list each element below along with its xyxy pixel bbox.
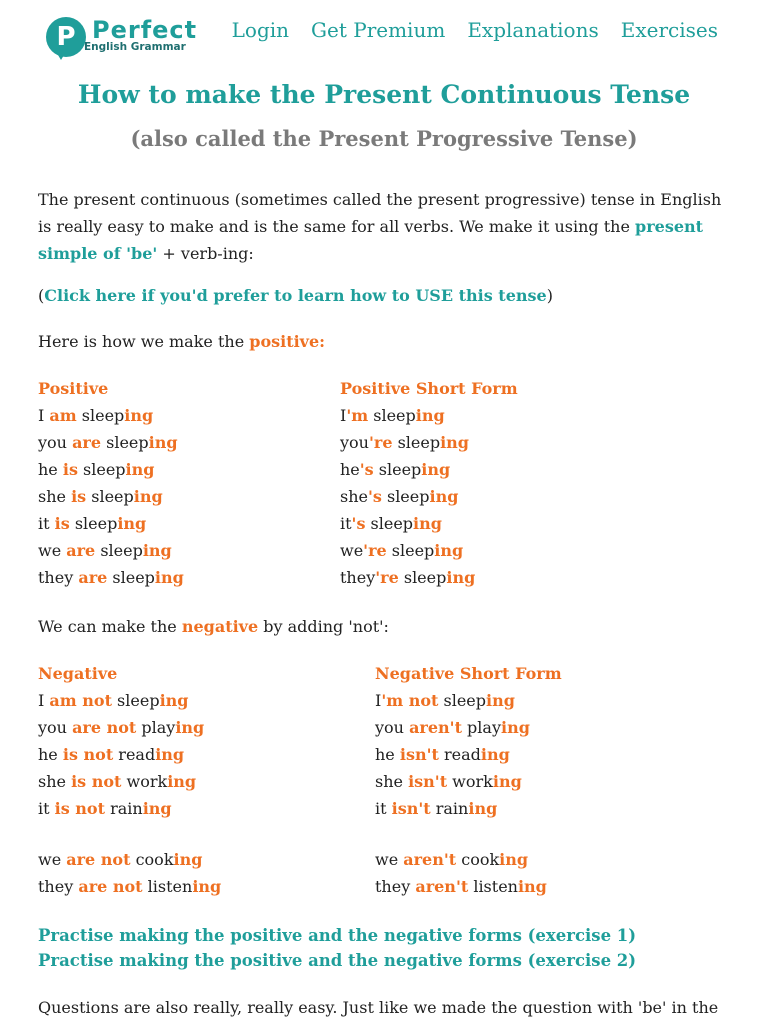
site-logo[interactable] <box>46 17 216 59</box>
ing-ending: ing <box>173 850 203 869</box>
ing-ending: ing <box>434 541 464 560</box>
positive-row <box>38 429 184 456</box>
row-spacer <box>375 822 562 846</box>
site-header <box>0 0 768 64</box>
verb-stem: sleep <box>368 406 416 425</box>
use-tense-paragraph <box>38 282 728 309</box>
subject: I <box>38 691 50 710</box>
exercise-links <box>38 924 636 973</box>
ing-ending: ing <box>192 877 222 896</box>
paren-open: ( <box>38 286 45 305</box>
negative-row <box>38 846 221 873</box>
ing-ending: ing <box>492 772 522 791</box>
ing-ending: ing <box>421 460 451 479</box>
ing-ending: ing <box>517 877 547 896</box>
auxiliary: aren't <box>409 718 462 737</box>
positive-row <box>38 456 184 483</box>
subject: they <box>38 877 79 896</box>
auxiliary: 's <box>359 460 374 479</box>
subject: you <box>375 718 410 737</box>
subject: it <box>340 514 352 533</box>
positive-short-row <box>340 564 518 591</box>
negative-short-row <box>375 795 562 822</box>
subject: it <box>38 799 55 818</box>
nav-login-link[interactable]: Login <box>231 18 290 42</box>
subject: she <box>38 772 72 791</box>
subject: you <box>340 433 369 452</box>
exercise-2-link[interactable]: Practise making the positive and the negative forms (exercise 2) <box>38 950 637 970</box>
row-spacer <box>38 822 221 846</box>
positive-heading: Positive <box>38 379 109 398</box>
exercise-1-link[interactable]: Practise making the positive and the negative forms (exercise 1) <box>38 926 637 945</box>
auxiliary: are not <box>72 718 137 737</box>
subject: they <box>340 568 376 587</box>
page-subtitle: (also called the Present Progressive Tense) <box>130 126 638 151</box>
ing-ending: ing <box>499 850 529 869</box>
verb-stem: work <box>121 772 168 791</box>
negative-short-row <box>375 768 562 795</box>
negative-row <box>38 687 221 714</box>
auxiliary: 'm <box>346 406 369 425</box>
ing-ending: ing <box>142 541 172 560</box>
auxiliary: 's <box>367 487 382 506</box>
verb-stem: sleep <box>392 433 441 452</box>
positive-short-row <box>340 483 518 510</box>
ing-ending: ing <box>480 745 510 764</box>
verb-stem: listen <box>142 877 193 896</box>
auxiliary: is <box>54 514 70 533</box>
auxiliary: isn't <box>391 799 431 818</box>
auxiliary: 'm not <box>381 691 439 710</box>
verb-stem: sleep <box>438 691 487 710</box>
verb-stem: sleep <box>95 541 143 560</box>
ing-ending: ing <box>429 487 459 506</box>
ing-ending: ing <box>413 514 442 533</box>
auxiliary: are not <box>66 850 131 869</box>
verb-stem: cook <box>456 850 500 869</box>
subject: I <box>38 406 50 425</box>
ing-ending: ing <box>133 487 163 506</box>
verb-stem: sleep <box>86 487 134 506</box>
auxiliary: are not <box>78 877 143 896</box>
ing-ending: ing <box>440 433 469 452</box>
positive-short-heading: Positive Short Form <box>340 379 518 398</box>
positive-short-row <box>340 510 518 537</box>
subject: I <box>375 691 382 710</box>
top-nav <box>232 18 718 42</box>
subject: he <box>340 460 360 479</box>
present-simple-be-link[interactable]: present simple of 'be' <box>38 217 704 263</box>
ing-ending: ing <box>501 718 530 737</box>
subject: she <box>340 487 368 506</box>
negative-row <box>38 768 221 795</box>
auxiliary: 's <box>351 514 366 533</box>
negative-short-column <box>375 660 562 900</box>
subject: we <box>38 850 67 869</box>
positive-short-column <box>340 375 518 591</box>
auxiliary: am <box>49 406 77 425</box>
verb-stem: sleep <box>101 433 149 452</box>
logo-subtitle: English Grammar <box>84 41 186 53</box>
auxiliary: is <box>62 460 78 479</box>
verb-stem: sleep <box>373 460 422 479</box>
verb-stem: read <box>113 745 156 764</box>
negative-keyword: negative <box>181 617 259 636</box>
paren-close: ) <box>546 286 553 305</box>
questions-paragraph: Questions are also really, really easy. Just like we made the question with 'be' in the <box>38 998 719 1017</box>
verb-stem: work <box>447 772 493 791</box>
verb-stem: sleep <box>107 568 155 587</box>
positive-intro-text: Here is how we make the <box>38 332 250 351</box>
ing-ending: ing <box>468 799 498 818</box>
auxiliary: are <box>66 541 96 560</box>
use-tense-link[interactable]: Click here if you'd prefer to learn how to USE this tense <box>44 286 547 305</box>
subject: he <box>38 745 63 764</box>
positive-short-row <box>340 429 518 456</box>
ing-ending: ing <box>125 460 155 479</box>
verb-stem: sleep <box>69 514 118 533</box>
ing-ending: ing <box>159 691 189 710</box>
negative-row <box>38 873 221 900</box>
page-title: How to make the Present Continuous Tense <box>77 80 691 109</box>
verb-stem: play <box>136 718 176 737</box>
verb-stem: sleep <box>381 487 430 506</box>
subject: they <box>375 877 416 896</box>
positive-row <box>38 537 184 564</box>
ing-ending: ing <box>124 406 154 425</box>
nav-get-premium-link[interactable]: Get Premium <box>311 18 446 42</box>
auxiliary: am not <box>49 691 112 710</box>
ing-ending: ing <box>486 691 515 710</box>
subject: I <box>340 406 347 425</box>
verb-stem: sleep <box>398 568 447 587</box>
negative-row <box>38 795 221 822</box>
ing-ending: ing <box>117 514 147 533</box>
positive-row <box>38 402 184 429</box>
verb-stem: sleep <box>111 691 160 710</box>
auxiliary: is not <box>62 745 114 764</box>
negative-short-row <box>375 741 562 768</box>
negative-short-row <box>375 846 562 873</box>
auxiliary: isn't <box>408 772 448 791</box>
subject: we <box>340 541 364 560</box>
positive-column <box>38 375 184 591</box>
negative-intro <box>38 613 728 640</box>
auxiliary: aren't <box>415 877 469 896</box>
logo-letter: P <box>56 22 76 52</box>
intro-paragraph <box>38 186 728 267</box>
positive-row <box>38 483 184 510</box>
subject: it <box>38 514 55 533</box>
ing-ending: ing <box>148 433 178 452</box>
subject: you <box>38 433 73 452</box>
negative-heading: Negative <box>38 664 118 683</box>
subject: he <box>375 745 400 764</box>
logo-word: Perfect <box>92 16 198 44</box>
subject: she <box>38 487 72 506</box>
ing-ending: ing <box>415 406 445 425</box>
subject: they <box>38 568 79 587</box>
verb-stem: read <box>438 745 481 764</box>
nav-exercises-link[interactable]: Exercises <box>620 18 718 42</box>
ing-ending: ing <box>167 772 197 791</box>
subject: we <box>38 541 67 560</box>
ing-ending: ing <box>154 568 184 587</box>
verb-stem: rain <box>105 799 143 818</box>
auxiliary: isn't <box>399 745 439 764</box>
logo-badge-tail <box>55 50 67 60</box>
auxiliary: 're <box>375 568 399 587</box>
auxiliary: is not <box>54 799 105 818</box>
verb-stem: sleep <box>76 406 125 425</box>
verb-stem: cook <box>130 850 174 869</box>
intro-text: The present continuous (sometimes called the present progressive) tense in English is really easy to make and is the same for all verbs. We make it using the <box>38 190 722 236</box>
negative-intro-text: We can make the <box>38 617 182 636</box>
auxiliary: 're <box>363 541 387 560</box>
positive-keyword: positive: <box>249 332 326 351</box>
intro-text-end: + verb-ing: <box>157 244 254 263</box>
verb-stem: sleep <box>77 460 126 479</box>
subject: you <box>38 718 73 737</box>
positive-row <box>38 564 184 591</box>
verb-stem: listen <box>468 877 518 896</box>
ing-ending: ing <box>155 745 185 764</box>
negative-short-row <box>375 687 562 714</box>
negative-short-row <box>375 714 562 741</box>
ing-ending: ing <box>142 799 172 818</box>
positive-short-row <box>340 456 518 483</box>
nav-explanations-link[interactable]: Explanations <box>467 18 599 42</box>
positive-row <box>38 510 184 537</box>
positive-short-row <box>340 537 518 564</box>
negative-short-heading: Negative Short Form <box>375 664 562 683</box>
auxiliary: is not <box>71 772 122 791</box>
negative-row <box>38 714 221 741</box>
negative-short-row <box>375 873 562 900</box>
verb-stem: sleep <box>365 514 414 533</box>
auxiliary: is <box>71 487 87 506</box>
verb-stem: sleep <box>386 541 435 560</box>
negative-intro-text-end: by adding 'not': <box>258 617 389 636</box>
positive-intro <box>38 328 728 355</box>
ing-ending: ing <box>175 718 205 737</box>
auxiliary: are <box>78 568 108 587</box>
positive-short-row <box>340 402 518 429</box>
auxiliary: aren't <box>403 850 457 869</box>
subject: we <box>375 850 404 869</box>
negative-row <box>38 741 221 768</box>
verb-stem: play <box>461 718 501 737</box>
auxiliary: 're <box>368 433 393 452</box>
negative-column <box>38 660 221 900</box>
auxiliary: are <box>72 433 102 452</box>
subject: he <box>38 460 63 479</box>
subject: she <box>375 772 409 791</box>
verb-stem: rain <box>430 799 469 818</box>
ing-ending: ing <box>446 568 476 587</box>
subject: it <box>375 799 392 818</box>
